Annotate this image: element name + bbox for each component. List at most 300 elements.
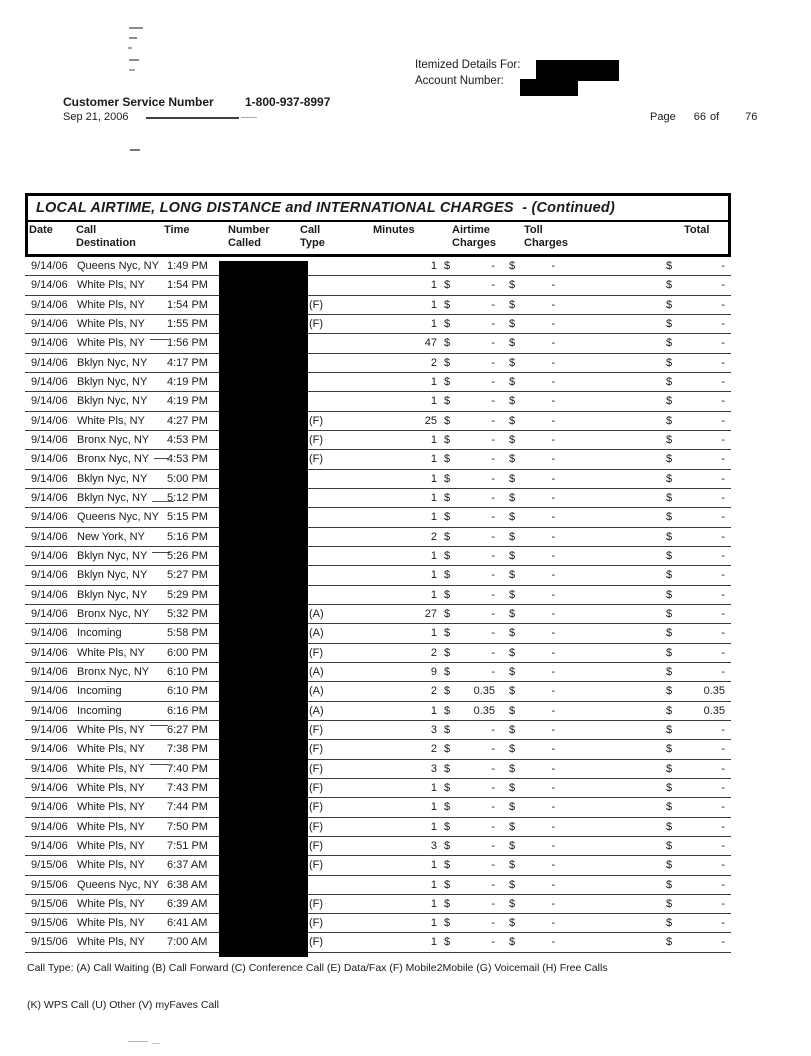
cell-airtime-charges: -	[491, 395, 495, 408]
cell-total: -	[721, 723, 725, 736]
cell-minutes: 1	[430, 298, 437, 311]
cell-time: 5:29 PM	[167, 588, 208, 601]
airtime-dollar-sign: $	[444, 878, 451, 891]
cell-toll-charges: -	[551, 743, 555, 756]
airtime-dollar-sign: $	[444, 897, 451, 910]
toll-dollar-sign: $	[509, 917, 516, 930]
cell-total: -	[721, 298, 725, 311]
column-header-call-type: Call Type	[300, 224, 325, 249]
cell-time: 1:56 PM	[167, 337, 208, 350]
table-row	[25, 257, 731, 276]
cell-minutes: 1	[430, 917, 437, 930]
cell-minutes: 3	[430, 762, 437, 775]
airtime-dollar-sign: $	[444, 917, 451, 930]
table-row	[25, 895, 731, 914]
table-row	[25, 702, 731, 721]
total-dollar-sign: $	[666, 433, 673, 446]
cell-total: -	[721, 491, 725, 504]
toll-dollar-sign: $	[509, 723, 516, 736]
total-dollar-sign: $	[666, 704, 673, 717]
table-row	[25, 334, 731, 353]
cell-call-destination: Bklyn Nyc, NY	[77, 395, 148, 408]
cell-airtime-charges: -	[491, 472, 495, 485]
cell-toll-charges: -	[551, 337, 555, 350]
toll-dollar-sign: $	[509, 298, 516, 311]
cell-date: 9/14/06	[31, 453, 68, 466]
cell-call-destination: Bklyn Nyc, NY	[77, 356, 148, 369]
cell-minutes: 1	[430, 820, 437, 833]
column-header-number-called: Number Called	[228, 224, 270, 249]
cell-call-type: (F)	[309, 317, 324, 330]
cell-date: 9/14/06	[31, 511, 68, 524]
total-dollar-sign: $	[666, 646, 673, 659]
cell-minutes: 3	[430, 839, 437, 852]
cell-airtime-charges: -	[491, 801, 495, 814]
cell-call-type: (F)	[309, 762, 324, 775]
cell-toll-charges: -	[551, 839, 555, 852]
cell-call-type: (F)	[309, 414, 324, 427]
table-row	[25, 876, 731, 895]
toll-dollar-sign: $	[509, 491, 516, 504]
table-row	[25, 373, 731, 392]
cell-total: 0.35	[703, 685, 725, 698]
airtime-dollar-sign: $	[444, 588, 451, 601]
cell-time: 7:38 PM	[167, 743, 208, 756]
scan-line	[146, 117, 239, 119]
cell-call-destination: White Pls, NY	[77, 897, 145, 910]
table-row	[25, 798, 731, 817]
table-title: LOCAL AIRTIME, LONG DISTANCE and INTERNATIONAL CHARGES - (Continued)	[28, 196, 728, 222]
cell-total: -	[721, 646, 725, 659]
cell-call-destination: Queens Nyc, NY	[77, 511, 159, 524]
cell-date: 9/14/06	[31, 665, 68, 678]
cell-call-type: (F)	[309, 433, 324, 446]
cell-call-destination: White Pls, NY	[77, 917, 145, 930]
cell-call-type: (F)	[309, 781, 324, 794]
cell-call-destination: White Pls, NY	[77, 414, 145, 427]
cell-airtime-charges: -	[491, 588, 495, 601]
airtime-dollar-sign: $	[444, 665, 451, 678]
total-dollar-sign: $	[666, 936, 673, 949]
cell-call-destination: Bklyn Nyc, NY	[77, 550, 170, 563]
scan-artifact	[129, 37, 137, 39]
cell-call-destination: White Pls, NY	[77, 743, 145, 756]
airtime-dollar-sign: $	[444, 491, 451, 504]
cell-total: -	[721, 781, 725, 794]
scan-line	[241, 117, 257, 118]
cell-date: 9/14/06	[31, 317, 68, 330]
cell-call-destination: White Pls, NY	[77, 298, 145, 311]
toll-dollar-sign: $	[509, 781, 516, 794]
call-type-legend-line2: (K) WPS Call (U) Other (V) myFaves Call	[27, 999, 219, 1011]
cell-toll-charges: -	[551, 298, 555, 311]
cell-total: -	[721, 801, 725, 814]
cell-date: 9/14/06	[31, 704, 68, 717]
cell-call-type: (F)	[309, 820, 324, 833]
cell-minutes: 1	[430, 549, 437, 562]
cell-date: 9/14/06	[31, 588, 68, 601]
cell-minutes: 1	[430, 279, 437, 292]
cell-call-type: (F)	[309, 723, 324, 736]
cell-total: -	[721, 859, 725, 872]
toll-dollar-sign: $	[509, 395, 516, 408]
cell-time: 1:54 PM	[167, 279, 208, 292]
airtime-dollar-sign: $	[444, 723, 451, 736]
cell-airtime-charges: -	[491, 433, 495, 446]
airtime-dollar-sign: $	[444, 298, 451, 311]
toll-dollar-sign: $	[509, 279, 516, 292]
cell-date: 9/14/06	[31, 607, 68, 620]
airtime-dollar-sign: $	[444, 375, 451, 388]
toll-dollar-sign: $	[509, 472, 516, 485]
cell-total: -	[721, 433, 725, 446]
cell-total: -	[721, 665, 725, 678]
table-body	[25, 257, 731, 953]
toll-dollar-sign: $	[509, 511, 516, 524]
cell-date: 9/14/06	[31, 762, 68, 775]
cell-minutes: 1	[430, 704, 437, 717]
cell-call-destination: Bklyn Nyc, NY	[77, 375, 148, 388]
toll-dollar-sign: $	[509, 704, 516, 717]
page-label: Page	[650, 111, 676, 123]
cell-airtime-charges: -	[491, 839, 495, 852]
cell-toll-charges: -	[551, 607, 555, 620]
airtime-dollar-sign: $	[444, 607, 451, 620]
toll-dollar-sign: $	[509, 317, 516, 330]
total-dollar-sign: $	[666, 685, 673, 698]
column-header-time: Time	[164, 224, 190, 236]
cell-total: -	[721, 511, 725, 524]
customer-service-label: Customer Service Number	[63, 95, 214, 109]
cell-call-type: (A)	[309, 704, 324, 717]
cell-total: -	[721, 897, 725, 910]
total-dollar-sign: $	[666, 897, 673, 910]
cell-toll-charges: -	[551, 801, 555, 814]
cell-airtime-charges: -	[491, 356, 495, 369]
total-dollar-sign: $	[666, 588, 673, 601]
total-dollar-sign: $	[666, 917, 673, 930]
cell-date: 9/15/06	[31, 878, 68, 891]
cell-date: 9/14/06	[31, 781, 68, 794]
cell-call-type: (F)	[309, 839, 324, 852]
table-row	[25, 470, 731, 489]
cell-date: 9/14/06	[31, 646, 68, 659]
total-dollar-sign: $	[666, 356, 673, 369]
cell-total: -	[721, 743, 725, 756]
cell-toll-charges: -	[551, 317, 555, 330]
cell-call-type: (F)	[309, 298, 324, 311]
table-row	[25, 624, 731, 643]
cell-minutes: 1	[430, 859, 437, 872]
toll-dollar-sign: $	[509, 414, 516, 427]
airtime-dollar-sign: $	[444, 743, 451, 756]
cell-time: 4:53 PM	[167, 433, 208, 446]
cell-total: -	[721, 936, 725, 949]
table-row	[25, 489, 731, 508]
cell-call-type: (A)	[309, 665, 324, 678]
cell-total: -	[721, 569, 725, 582]
cell-minutes: 25	[424, 414, 437, 427]
redacted-customer-name	[536, 60, 619, 81]
cell-date: 9/15/06	[31, 936, 68, 949]
toll-dollar-sign: $	[509, 375, 516, 388]
cell-date: 9/14/06	[31, 743, 68, 756]
cell-minutes: 2	[430, 356, 437, 369]
cell-toll-charges: -	[551, 260, 555, 272]
cell-call-destination: Bronx Nyc, NY	[77, 433, 150, 446]
table-row	[25, 740, 731, 759]
cell-total: -	[721, 588, 725, 601]
cell-total: -	[721, 395, 725, 408]
cell-date: 9/14/06	[31, 801, 68, 814]
table-row	[25, 315, 731, 334]
total-dollar-sign: $	[666, 530, 673, 543]
airtime-dollar-sign: $	[444, 685, 451, 698]
total-dollar-sign: $	[666, 511, 673, 524]
cell-total: -	[721, 820, 725, 833]
table-row	[25, 508, 731, 527]
cell-date: 9/14/06	[31, 337, 68, 350]
toll-dollar-sign: $	[509, 453, 516, 466]
total-dollar-sign: $	[666, 279, 673, 292]
customer-service-number: 1-800-937-8997	[245, 95, 331, 109]
statement-date: Sep 21, 2006	[63, 111, 129, 123]
airtime-dollar-sign: $	[444, 414, 451, 427]
table-row	[25, 586, 731, 605]
cell-total: -	[721, 453, 725, 466]
airtime-dollar-sign: $	[444, 704, 451, 717]
cell-call-destination: Incoming	[77, 685, 122, 698]
cell-minutes: 1	[430, 627, 437, 640]
cell-date: 9/14/06	[31, 279, 68, 292]
table-row	[25, 566, 731, 585]
cell-airtime-charges: -	[491, 607, 495, 620]
cell-time: 1:55 PM	[167, 317, 208, 330]
cell-call-destination: Incoming	[77, 627, 122, 640]
cell-minutes: 2	[430, 743, 437, 756]
cell-date: 9/15/06	[31, 859, 68, 872]
total-dollar-sign: $	[666, 549, 673, 562]
cell-call-destination: Bronx Nyc, NY	[77, 665, 150, 678]
cell-time: 4:19 PM	[167, 375, 208, 388]
table-row	[25, 644, 731, 663]
cell-time: 6:16 PM	[167, 704, 208, 717]
cell-call-destination: White Pls, NY	[77, 781, 145, 794]
airtime-dollar-sign: $	[444, 936, 451, 949]
cell-minutes: 27	[424, 607, 437, 620]
cell-airtime-charges: 0.35	[473, 704, 495, 717]
cell-time: 1:49 PM	[167, 260, 208, 272]
toll-dollar-sign: $	[509, 878, 516, 891]
toll-dollar-sign: $	[509, 859, 516, 872]
cell-airtime-charges: -	[491, 549, 495, 562]
total-dollar-sign: $	[666, 491, 673, 504]
cell-total: -	[721, 878, 725, 891]
cell-time: 4:53 PM	[167, 453, 208, 466]
cell-minutes: 2	[430, 646, 437, 659]
cell-toll-charges: -	[551, 472, 555, 485]
cell-toll-charges: -	[551, 627, 555, 640]
cell-time: 7:51 PM	[167, 839, 208, 852]
airtime-dollar-sign: $	[444, 627, 451, 640]
table-row	[25, 837, 731, 856]
cell-time: 7:44 PM	[167, 801, 208, 814]
cell-airtime-charges: -	[491, 491, 495, 504]
cell-date: 9/14/06	[31, 569, 68, 582]
cell-minutes: 1	[430, 491, 437, 504]
cell-minutes: 1	[430, 801, 437, 814]
cell-call-destination: Bronx Nyc, NY	[77, 453, 168, 466]
cell-call-destination: Queens Nyc, NY	[77, 260, 159, 272]
total-dollar-sign: $	[666, 723, 673, 736]
cell-total: -	[721, 356, 725, 369]
cell-time: 7:50 PM	[167, 820, 208, 833]
cell-airtime-charges: -	[491, 646, 495, 659]
cell-call-destination: White Pls, NY	[77, 279, 145, 292]
cell-call-destination: White Pls, NY	[77, 859, 145, 872]
cell-call-destination: White Pls, NY	[77, 337, 168, 350]
cell-time: 6:27 PM	[167, 723, 208, 736]
cell-toll-charges: -	[551, 897, 555, 910]
total-dollar-sign: $	[666, 859, 673, 872]
cell-toll-charges: -	[551, 588, 555, 601]
cell-date: 9/14/06	[31, 472, 68, 485]
cell-call-type: (F)	[309, 453, 324, 466]
cell-total: -	[721, 549, 725, 562]
column-header-call-destination: Call Destination	[76, 224, 136, 249]
total-dollar-sign: $	[666, 839, 673, 852]
cell-airtime-charges: -	[491, 414, 495, 427]
total-dollar-sign: $	[666, 260, 673, 272]
cell-call-destination: White Pls, NY	[77, 724, 168, 737]
airtime-dollar-sign: $	[444, 549, 451, 562]
cell-call-destination: Bklyn Nyc, NY	[77, 588, 148, 601]
cell-airtime-charges: -	[491, 897, 495, 910]
table-row	[25, 933, 731, 952]
page-current: 66	[693, 111, 706, 123]
cell-call-destination: Bklyn Nyc, NY	[77, 492, 174, 505]
cell-toll-charges: -	[551, 549, 555, 562]
page-of-label: of	[709, 111, 720, 123]
cell-call-destination: Queens Nyc, NY	[77, 878, 159, 891]
total-dollar-sign: $	[666, 375, 673, 388]
cell-airtime-charges: -	[491, 260, 495, 272]
scan-artifact	[129, 59, 139, 61]
column-header-minutes: Minutes	[373, 224, 415, 236]
cell-date: 9/14/06	[31, 723, 68, 736]
total-dollar-sign: $	[666, 878, 673, 891]
account-info-block	[415, 57, 520, 89]
total-dollar-sign: $	[666, 298, 673, 311]
cell-total: -	[721, 375, 725, 388]
cell-date: 9/14/06	[31, 839, 68, 852]
account-number-label: Account Number:	[415, 75, 504, 87]
cell-toll-charges: -	[551, 279, 555, 292]
cell-time: 5:15 PM	[167, 511, 208, 524]
total-dollar-sign: $	[666, 395, 673, 408]
table-row	[25, 392, 731, 411]
cell-total: -	[721, 530, 725, 543]
cell-toll-charges: -	[551, 704, 555, 717]
cell-call-type: (F)	[309, 917, 324, 930]
cell-time: 6:38 AM	[167, 878, 208, 891]
table-row	[25, 276, 731, 295]
cell-call-destination: New York, NY	[77, 530, 145, 543]
table-row	[25, 528, 731, 547]
call-type-legend-line1: Call Type: (A) Call Waiting (B) Call Forward (C) Conference Call (E) Data/Fax (F) Mobile2Mobile (G) Voicemail (H) Free Calls	[27, 962, 608, 974]
cell-date: 9/14/06	[31, 549, 68, 562]
cell-call-destination: Bklyn Nyc, NY	[77, 569, 148, 582]
toll-dollar-sign: $	[509, 260, 516, 272]
airtime-dollar-sign: $	[444, 530, 451, 543]
cell-toll-charges: -	[551, 356, 555, 369]
cell-time: 5:27 PM	[167, 569, 208, 582]
column-header-airtime-charges: Airtime Charges	[452, 224, 497, 249]
cell-minutes: 9	[430, 665, 437, 678]
cell-total: -	[721, 279, 725, 292]
cell-airtime-charges: -	[491, 743, 495, 756]
cell-time: 6:00 PM	[167, 646, 208, 659]
airtime-dollar-sign: $	[444, 511, 451, 524]
cell-call-destination: White Pls, NY	[77, 801, 145, 814]
column-header-total: Total	[684, 224, 710, 236]
total-dollar-sign: $	[666, 801, 673, 814]
scan-artifact	[152, 1043, 160, 1044]
cell-date: 9/14/06	[31, 530, 68, 543]
column-header-date: Date	[29, 224, 53, 236]
cell-minutes: 1	[430, 317, 437, 330]
airtime-dollar-sign: $	[444, 317, 451, 330]
toll-dollar-sign: $	[509, 588, 516, 601]
airtime-dollar-sign: $	[444, 337, 451, 350]
cell-toll-charges: -	[551, 878, 555, 891]
cell-minutes: 1	[430, 936, 437, 949]
cell-total: -	[721, 627, 725, 640]
table-row	[25, 412, 731, 431]
page-number	[650, 111, 757, 123]
cell-toll-charges: -	[551, 820, 555, 833]
table-row	[25, 682, 731, 701]
cell-time: 4:17 PM	[167, 356, 208, 369]
cell-airtime-charges: -	[491, 317, 495, 330]
airtime-dollar-sign: $	[444, 646, 451, 659]
cell-total: -	[721, 607, 725, 620]
cell-minutes: 1	[430, 453, 437, 466]
table-row	[25, 760, 731, 779]
cell-toll-charges: -	[551, 414, 555, 427]
total-dollar-sign: $	[666, 781, 673, 794]
cell-total: -	[721, 414, 725, 427]
toll-dollar-sign: $	[509, 801, 516, 814]
toll-dollar-sign: $	[509, 936, 516, 949]
airtime-dollar-sign: $	[444, 839, 451, 852]
airtime-dollar-sign: $	[444, 472, 451, 485]
cell-time: 6:10 PM	[167, 685, 208, 698]
table-column-headers	[28, 222, 728, 254]
cell-call-destination: White Pls, NY	[77, 839, 145, 852]
cell-time: 6:39 AM	[167, 897, 208, 910]
toll-dollar-sign: $	[509, 685, 516, 698]
cell-minutes: 1	[430, 569, 437, 582]
cell-time: 4:19 PM	[167, 395, 208, 408]
airtime-dollar-sign: $	[444, 356, 451, 369]
cell-time: 5:26 PM	[167, 549, 208, 562]
scan-dash-artifact	[150, 339, 168, 340]
cell-call-type: (F)	[309, 801, 324, 814]
table-row	[25, 354, 731, 373]
table-row	[25, 818, 731, 837]
cell-call-destination: White Pls, NY	[77, 763, 168, 776]
